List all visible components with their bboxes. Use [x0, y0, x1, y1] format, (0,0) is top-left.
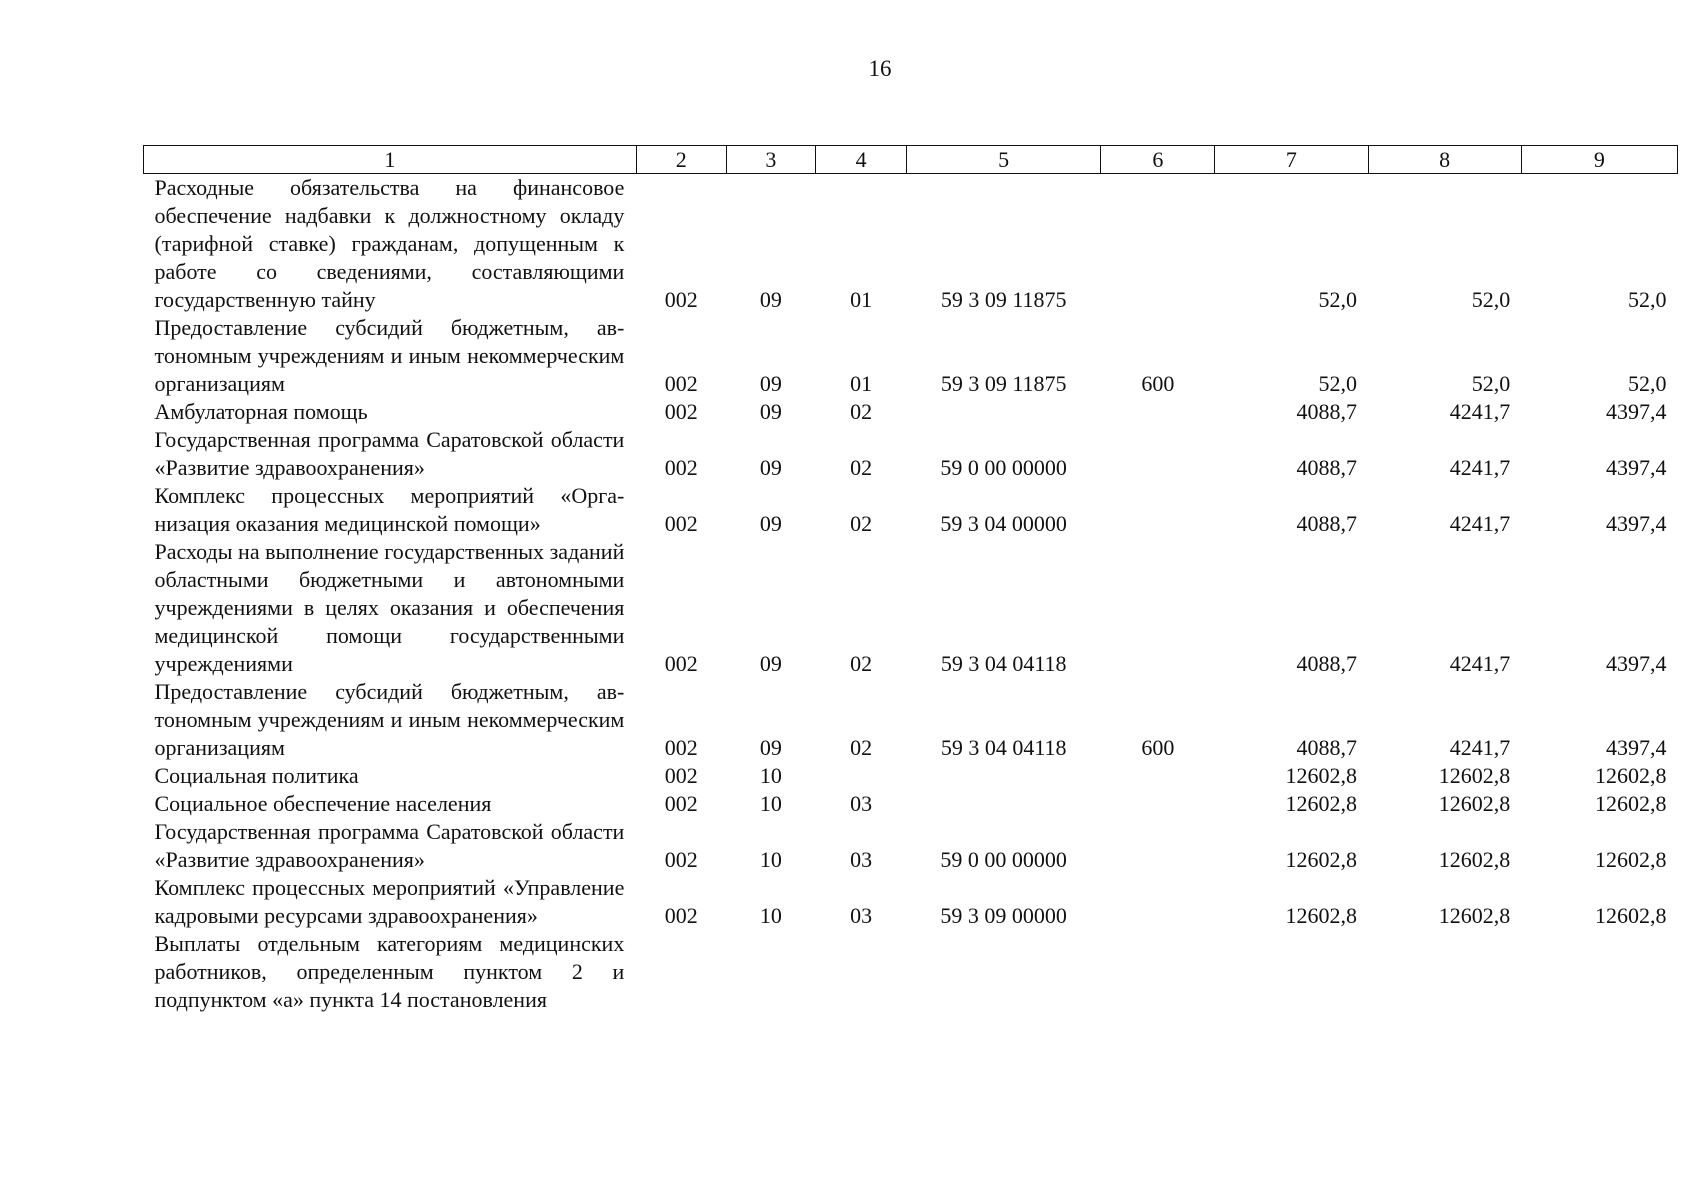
amount-cell: 52,0: [1628, 287, 1667, 312]
amount-cell: 12602,8: [1595, 903, 1667, 928]
subsection-cell: 01: [850, 287, 873, 312]
expense-type-cell: [1101, 482, 1215, 538]
amount-cell: 4241,7: [1449, 735, 1511, 760]
amount-cell: 4397,4: [1606, 735, 1667, 760]
table-row: [144, 874, 1678, 930]
section-cell: 09: [759, 651, 782, 676]
expense-type-cell: [1101, 426, 1215, 482]
section-cell: 10: [759, 791, 782, 816]
column-header: 1: [144, 146, 637, 174]
amount-cell: 4088,7: [1296, 455, 1358, 480]
expense-type-cell: [1101, 762, 1215, 790]
amount-cell: 12602,8: [1285, 847, 1358, 872]
amount-cell: 4241,7: [1449, 399, 1511, 424]
amount-cell: 12602,8: [1438, 791, 1511, 816]
amount-cell: 12602,8: [1285, 903, 1358, 928]
gov-code-cell: 002: [664, 903, 698, 928]
subsection-cell: 02: [850, 651, 873, 676]
amount-cell: 12602,8: [1438, 903, 1511, 928]
subsection-cell: 01: [850, 371, 873, 396]
section-cell: 09: [759, 399, 782, 424]
amount-cell: 4088,7: [1296, 651, 1358, 676]
amount-cell: 12602,8: [1438, 763, 1511, 788]
target-article-cell: [906, 762, 1101, 790]
amount-cell: 52,0: [1318, 371, 1358, 396]
column-header: 6: [1101, 146, 1215, 174]
expense-type-cell: [1101, 930, 1215, 1014]
target-article-cell: 59 3 04 00000: [940, 511, 1067, 536]
amount-cell: 52,0: [1471, 287, 1511, 312]
expense-type-cell: [1101, 174, 1215, 315]
expense-type-cell: [1101, 874, 1215, 930]
column-header: 4: [816, 146, 907, 174]
amount-cell: 4088,7: [1296, 511, 1358, 536]
amount-cell: 12602,8: [1595, 791, 1667, 816]
gov-code-cell: 002: [664, 791, 698, 816]
target-article-cell: 59 0 00 00000: [940, 847, 1067, 872]
subsection-cell: 02: [850, 735, 873, 760]
subsection-cell: [816, 930, 907, 1014]
table-row: [144, 678, 1678, 762]
section-cell: 10: [759, 847, 782, 872]
amount-cell: [1368, 930, 1521, 1014]
amount-cell: 4397,4: [1606, 651, 1667, 676]
amount-cell: 4397,4: [1606, 455, 1667, 480]
target-article-cell: [906, 398, 1101, 426]
amount-cell: 12602,8: [1438, 847, 1511, 872]
table-row: [144, 930, 1678, 1014]
amount-cell: 4397,4: [1606, 511, 1667, 536]
row-name-cell: Расходы на выполнение государственных заданий областными бюджетными и автономными учреждениями в целях оказания и обеспечения медицинской помощи государственными учреждениями: [154, 539, 625, 676]
target-article-cell: [906, 930, 1101, 1014]
target-article-cell: [906, 790, 1101, 818]
amount-cell: 12602,8: [1285, 791, 1358, 816]
section-cell: 10: [759, 763, 782, 788]
expense-type-cell: [1101, 790, 1215, 818]
amount-cell: 12602,8: [1595, 847, 1667, 872]
table-row: [144, 818, 1678, 874]
row-name-cell: Государственная программа Саратовской области «Развитие здравоохранения»: [154, 427, 625, 480]
section-cell: 10: [759, 903, 782, 928]
section-cell: 09: [759, 371, 782, 396]
gov-code-cell: 002: [664, 455, 698, 480]
amount-cell: 4397,4: [1606, 399, 1667, 424]
section-cell: 09: [759, 511, 782, 536]
column-header: 2: [636, 146, 726, 174]
amount-cell: 12602,8: [1595, 763, 1667, 788]
subsection-cell: 03: [850, 903, 873, 928]
expense-type-cell: [1101, 398, 1215, 426]
amount-cell: 4241,7: [1449, 651, 1511, 676]
row-name-cell: Выплаты отдельным категориям медицинских работников, определенным пунктом 2 и подпунктом «а» пункта 14 постановления: [154, 931, 625, 1012]
row-name-cell: Социальная политика: [154, 763, 359, 788]
gov-code-cell: 002: [664, 847, 698, 872]
page-number: 16: [868, 56, 892, 81]
target-article-cell: 59 3 09 11875: [940, 371, 1067, 396]
expense-type-cell: [1101, 538, 1215, 678]
amount-cell: 52,0: [1628, 371, 1667, 396]
subsection-cell: 03: [850, 847, 873, 872]
amount-cell: 12602,8: [1285, 763, 1358, 788]
expense-type-cell: 600: [1141, 371, 1175, 396]
subsection-cell: 02: [850, 399, 873, 424]
table-row: [144, 790, 1678, 818]
column-header: 8: [1368, 146, 1521, 174]
subsection-cell: 02: [850, 455, 873, 480]
expense-type-cell: 600: [1141, 735, 1175, 760]
gov-code-cell: 002: [664, 763, 698, 788]
gov-code-cell: 002: [664, 651, 698, 676]
gov-code-cell: 002: [664, 735, 698, 760]
table-header-row: [144, 146, 1678, 174]
amount-cell: [1215, 930, 1368, 1014]
target-article-cell: 59 3 04 04118: [940, 651, 1067, 676]
amount-cell: 4241,7: [1449, 455, 1511, 480]
table-row: [144, 538, 1678, 678]
target-article-cell: 59 3 04 04118: [940, 735, 1067, 760]
row-name-cell: Предоставление субсидий бюджетным, автономным учреждениям и иным некоммерческим организациям: [154, 315, 625, 396]
table-body: [144, 174, 1678, 1015]
column-header: 9: [1521, 146, 1677, 174]
column-header: 3: [726, 146, 816, 174]
section-cell: 09: [759, 287, 782, 312]
column-header: 7: [1215, 146, 1368, 174]
row-name-cell: Расходные обязательства на финансовое обеспечение надбавки к должностному окладу (тарифной ставке) гражданам, допущенным к работе со сведениями, составляющими государственную тайну: [154, 175, 625, 312]
table-row: [144, 426, 1678, 482]
subsection-cell: 02: [850, 511, 873, 536]
row-name-cell: Предоставление субсидий бюджетным, автономным учреждениям и иным некоммерческим организациям: [154, 679, 625, 760]
subsection-cell: 03: [850, 791, 873, 816]
section-cell: 09: [759, 735, 782, 760]
row-name-cell: Социальное обеспечение населения: [154, 791, 492, 816]
column-header: 5: [906, 146, 1101, 174]
gov-code-cell: [636, 930, 726, 1014]
table-row: [144, 398, 1678, 426]
subsection-cell: [816, 762, 907, 790]
budget-table: [143, 145, 1678, 1014]
table-row: [144, 762, 1678, 790]
table-row: [144, 482, 1678, 538]
section-cell: [726, 930, 816, 1014]
amount-cell: 52,0: [1318, 287, 1358, 312]
row-name-cell: Комплекс процессных мероприятий «Управление кадровыми ресурсами здравоохранения»: [154, 875, 625, 928]
gov-code-cell: 002: [664, 511, 698, 536]
amount-cell: 52,0: [1471, 371, 1511, 396]
target-article-cell: 59 3 09 00000: [940, 903, 1067, 928]
amount-cell: [1521, 930, 1677, 1014]
row-name-cell: Амбулаторная помощь: [154, 399, 368, 424]
expense-type-cell: [1101, 818, 1215, 874]
gov-code-cell: 002: [664, 371, 698, 396]
table-row: [144, 314, 1678, 398]
gov-code-cell: 002: [664, 287, 698, 312]
table-row: [144, 174, 1678, 315]
row-name-cell: Государственная программа Саратовской области «Развитие здравоохранения»: [154, 819, 625, 872]
amount-cell: 4088,7: [1296, 399, 1358, 424]
target-article-cell: 59 0 00 00000: [940, 455, 1067, 480]
gov-code-cell: 002: [664, 399, 698, 424]
amount-cell: 4241,7: [1449, 511, 1511, 536]
row-name-cell: Комплекс процессных мероприятий «Организация оказания медицинской помощи»: [154, 483, 625, 536]
section-cell: 09: [759, 455, 782, 480]
amount-cell: 4088,7: [1296, 735, 1358, 760]
target-article-cell: 59 3 09 11875: [940, 287, 1067, 312]
